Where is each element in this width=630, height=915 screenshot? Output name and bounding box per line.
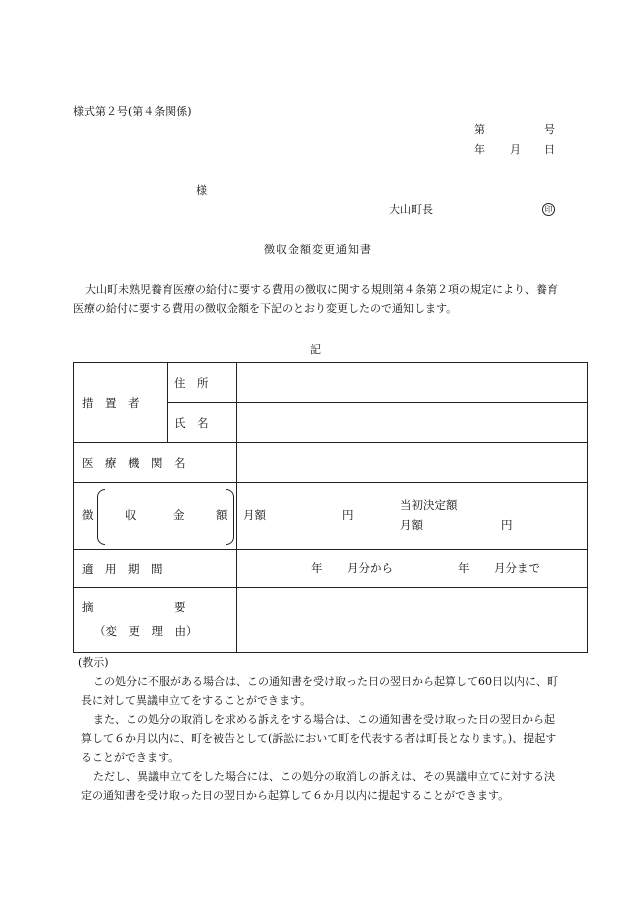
bracket-right — [226, 489, 234, 545]
address-row — [74, 363, 588, 403]
monthly-label: 月額 — [243, 508, 266, 522]
address-label: 住 所 — [174, 375, 209, 390]
name-value[interactable] — [237, 403, 588, 443]
ki-label: 記 — [310, 343, 321, 356]
notice-paragraph-1: この処分に不服がある場合は、この通知書を受け取った日の翌日から起算して60日以内に、町長に対して異議申立てをすることができます。 — [81, 675, 558, 707]
measure-person-cell — [74, 363, 168, 443]
collection-label-4: 額 — [216, 508, 228, 522]
initial-monthly-label: 月額 — [400, 518, 423, 532]
summary-label-cell — [74, 588, 237, 653]
addressee-honorific: 様 — [196, 184, 207, 197]
period-label: 適 用 期 間 — [82, 561, 163, 576]
summary-value[interactable] — [237, 588, 588, 653]
initial-decision-label: 当初決定額 — [400, 498, 458, 512]
sender-name: 大山町長 — [389, 203, 433, 216]
name-label: 氏 名 — [174, 415, 209, 430]
to-year: 年 — [458, 561, 470, 575]
address-value[interactable] — [237, 363, 588, 403]
measure-person-label: 措 置 者 — [82, 395, 140, 410]
to-text: 月分まで — [494, 561, 540, 575]
collection-label-1: 徴 — [82, 508, 94, 522]
yen-1: 円 — [342, 508, 354, 522]
notice-paragraph-3: ただし、異議申立てをした場合には、この処分の取消しの訴えは、その異議申立てに対する決定の通知書を受け取った日の翌日から起算して６か月以内に提起することができます。 — [81, 770, 555, 802]
institution-label-cell — [74, 443, 237, 483]
number-label-go: 号 — [544, 123, 555, 136]
summary-row — [74, 588, 588, 653]
date-day: 日 — [544, 143, 555, 156]
summary-label: 摘 要 — [82, 600, 186, 614]
collection-value-cell[interactable] — [237, 483, 588, 550]
form-table — [73, 362, 588, 653]
from-year: 年 — [311, 561, 323, 575]
seal-icon: 印 — [542, 203, 555, 216]
notice-paragraph-2: また、この処分の取消しを求める訴えをする場合は、この通知書を受け取った日の翌日から起算して６か月以内に、町を被告として(訴訟において町を代表する者は町長となります。)、提起することができます。 — [81, 713, 557, 764]
document-title: 徴収金額変更通知書 — [264, 243, 372, 256]
collection-row — [74, 483, 588, 550]
intro-paragraph: 大山町未熟児養育医療の給付に要する費用の徴収に関する規則第４条第２項の規定により、養育医療の給付に要する費用の徴収金額を下記のとおり変更したので通知します。 — [73, 283, 558, 315]
period-label-cell — [74, 550, 237, 588]
period-value-cell[interactable] — [237, 550, 588, 588]
collection-label-2: 収 — [125, 508, 137, 522]
date-month: 月 — [510, 143, 521, 156]
institution-row — [74, 443, 588, 483]
yen-2: 円 — [501, 518, 513, 532]
form-number: 様式第２号(第４条関係) — [73, 105, 192, 118]
collection-label-3: 金 — [173, 508, 185, 522]
address-label-cell — [168, 363, 237, 403]
institution-label: 医 療 機 関 名 — [82, 455, 186, 470]
collection-label-cell — [74, 483, 237, 550]
from-text: 月分から — [347, 561, 393, 575]
bracket-left — [97, 489, 105, 545]
reason-label: （変 更 理 由） — [94, 624, 198, 638]
institution-value[interactable] — [237, 443, 588, 483]
number-label-dai: 第 — [474, 123, 485, 136]
name-label-cell — [168, 403, 237, 443]
seal-mark — [542, 203, 555, 216]
date-year: 年 — [474, 143, 485, 156]
period-row — [74, 550, 588, 588]
notice-heading: (教示) — [78, 656, 109, 669]
